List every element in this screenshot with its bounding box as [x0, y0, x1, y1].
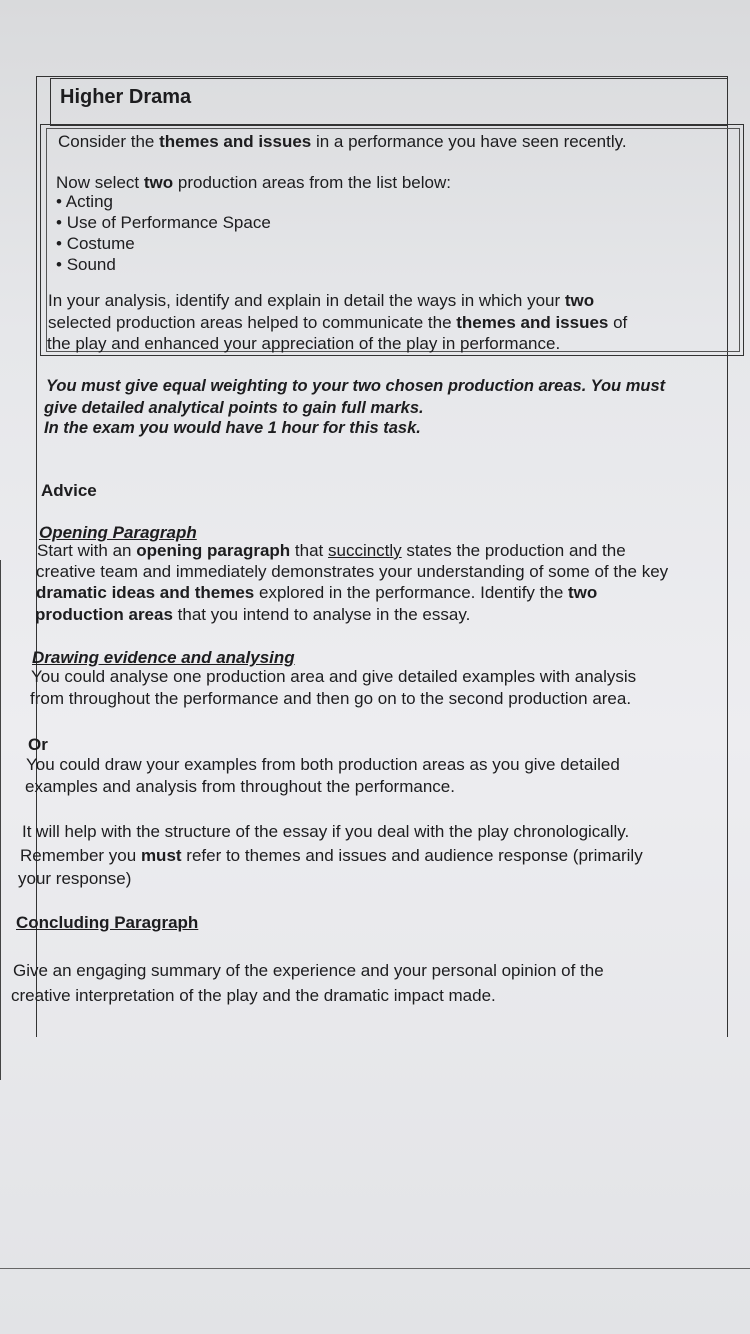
list-item-costume: • Costume	[56, 233, 271, 254]
or-line-2: examples and analysis from throughout the performance.	[25, 777, 455, 796]
page-edge-line	[0, 560, 1, 1080]
structure-line-3: your response)	[18, 869, 132, 888]
page-bottom-rule	[0, 1268, 750, 1269]
analysis-line-3: the play and enhanced your appreciation of the play in performance.	[47, 334, 561, 353]
concluding-line-2: creative interpretation of the play and the dramatic impact made.	[11, 986, 496, 1005]
production-areas-list	[56, 191, 271, 275]
analysis-line-2: selected production areas helped to communicate the themes and issues of	[48, 313, 628, 332]
opening-line-4: production areas that you intend to analyse in the essay.	[35, 605, 471, 624]
opening-line-3: dramatic ideas and themes explored in the performance. Identify the two	[36, 583, 598, 602]
advice-heading: Advice	[41, 481, 97, 500]
evidence-line-2: from throughout the performance and then go on to the second production area.	[30, 689, 632, 708]
list-item-sound: • Sound	[56, 254, 271, 275]
task-line-1: Consider the themes and issues in a performance you have seen recently.	[58, 132, 627, 151]
concluding-line-1: Give an engaging summary of the experience and your personal opinion of the	[13, 961, 604, 980]
or-heading: Or	[28, 735, 48, 754]
opening-line-2: creative team and immediately demonstrates your understanding of some of the key	[36, 562, 669, 581]
list-item-performance-space: • Use of Performance Space	[56, 212, 271, 233]
structure-line-2: Remember you must refer to themes and issues and audience response (primarily	[20, 846, 643, 865]
analysis-line-1: In your analysis, identify and explain in detail the ways in which your two	[48, 291, 595, 310]
structure-line-1: It will help with the structure of the essay if you deal with the play chronologically.	[22, 822, 630, 841]
instruction-line-3: In the exam you would have 1 hour for this task.	[44, 419, 421, 437]
instruction-line-1: You must give equal weighting to your two chosen production areas. You must	[46, 377, 666, 395]
evidence-line-1: You could analyse one production area and give detailed examples with analysis	[31, 667, 637, 686]
page-title: Higher Drama	[60, 86, 192, 108]
concluding-heading: Concluding Paragraph	[16, 913, 199, 932]
instruction-line-2: give detailed analytical points to gain full marks.	[44, 399, 424, 417]
opening-line-1: Start with an opening paragraph that succinctly states the production and the	[37, 541, 626, 560]
list-item-acting: • Acting	[56, 191, 271, 212]
or-line-1: You could draw your examples from both production areas as you give detailed	[26, 755, 620, 774]
opening-paragraph-heading: Opening Paragraph	[39, 523, 197, 542]
task-line-2: Now select two production areas from the list below:	[56, 173, 451, 192]
evidence-heading: Drawing evidence and analysing	[32, 648, 295, 667]
